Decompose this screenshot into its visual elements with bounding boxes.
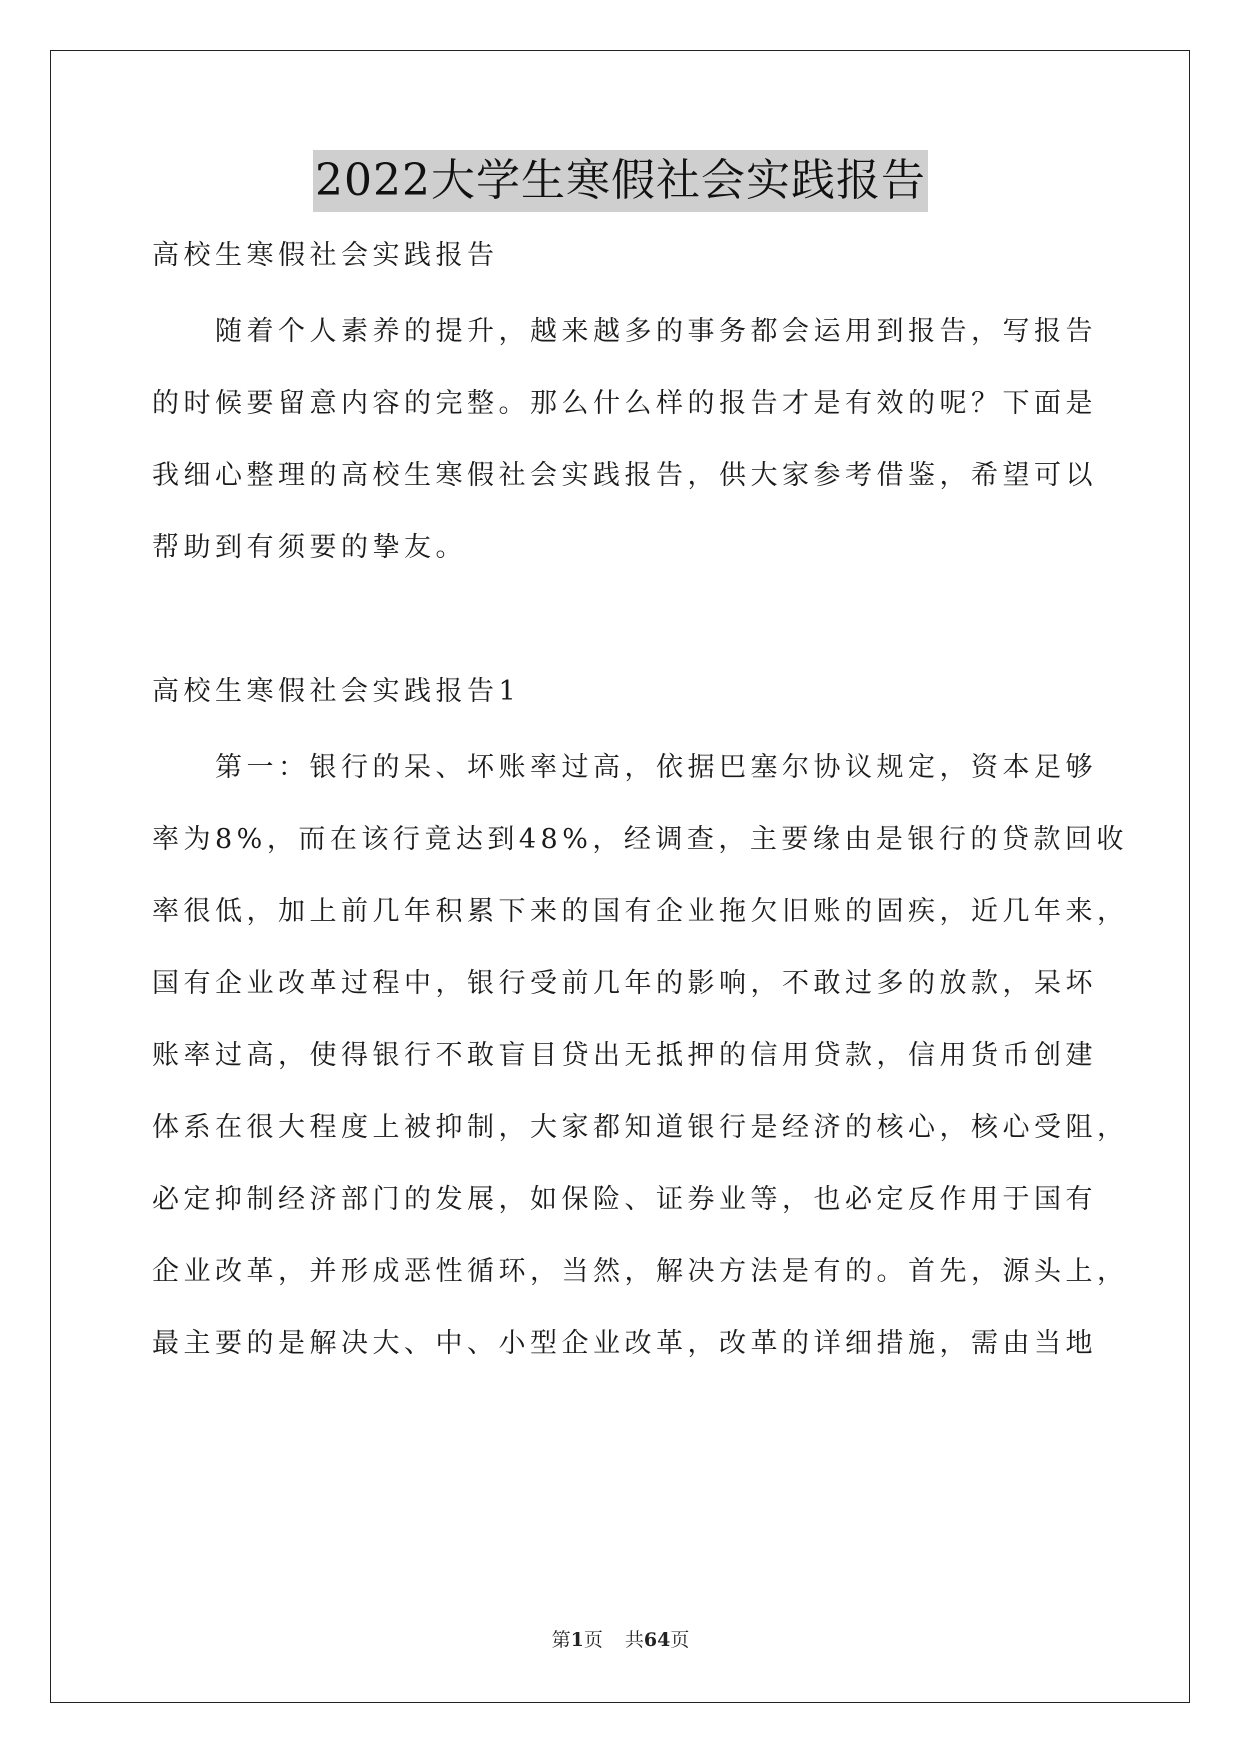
page-footer	[0, 1628, 1241, 1652]
body-line: 第一：银行的呆、坏账率过高，依据巴塞尔协议规定，资本足够	[152, 752, 1097, 783]
page-border	[50, 50, 1190, 1703]
total-suffix: 页	[670, 1629, 690, 1651]
body-line: 账率过高，使得银行不敢盲目贷出无抵押的信用贷款，信用货币创建	[152, 1040, 1097, 1071]
section-heading: 高校生寒假社会实践报告1	[152, 676, 521, 707]
body-line: 率为8%，而在该行竟达到48%，经调查，主要缘由是银行的贷款回收	[152, 824, 1128, 855]
body-line: 率很低，加上前几年积累下来的国有企业拖欠旧账的固疾，近几年来，	[152, 896, 1129, 927]
body-line: 帮助到有须要的挚友。	[152, 532, 467, 563]
subtitle-line: 高校生寒假社会实践报告	[152, 240, 499, 271]
body-line: 体系在很大程度上被抑制，大家都知道银行是经济的核心，核心受阻，	[152, 1112, 1129, 1143]
total-prefix: 共	[624, 1629, 644, 1651]
document-title: 2022大学生寒假社会实践报告	[313, 150, 928, 212]
title-container	[0, 150, 1241, 212]
body-line: 最主要的是解决大、中、小型企业改革，改革的详细措施，需由当地	[152, 1328, 1097, 1359]
page-total: 64	[643, 1629, 671, 1651]
body-line: 的时候要留意内容的完整。那么什么样的报告才是有效的呢？下面是	[152, 388, 1097, 419]
body-line: 我细心整理的高校生寒假社会实践报告，供大家参考借鉴，希望可以	[152, 460, 1097, 491]
body-line: 国有企业改革过程中，银行受前几年的影响，不敢过多的放款，呆坏	[152, 968, 1097, 999]
body-line: 企业改革，并形成恶性循环，当然，解决方法是有的。首先，源头上，	[152, 1256, 1129, 1287]
page-suffix: 页	[583, 1629, 603, 1651]
body-line: 必定抑制经济部门的发展，如保险、证券业等，也必定反作用于国有	[152, 1184, 1097, 1215]
page-prefix: 第	[551, 1629, 571, 1651]
page-current: 1	[570, 1629, 584, 1651]
body-line: 随着个人素养的提升，越来越多的事务都会运用到报告，写报告	[152, 316, 1097, 347]
